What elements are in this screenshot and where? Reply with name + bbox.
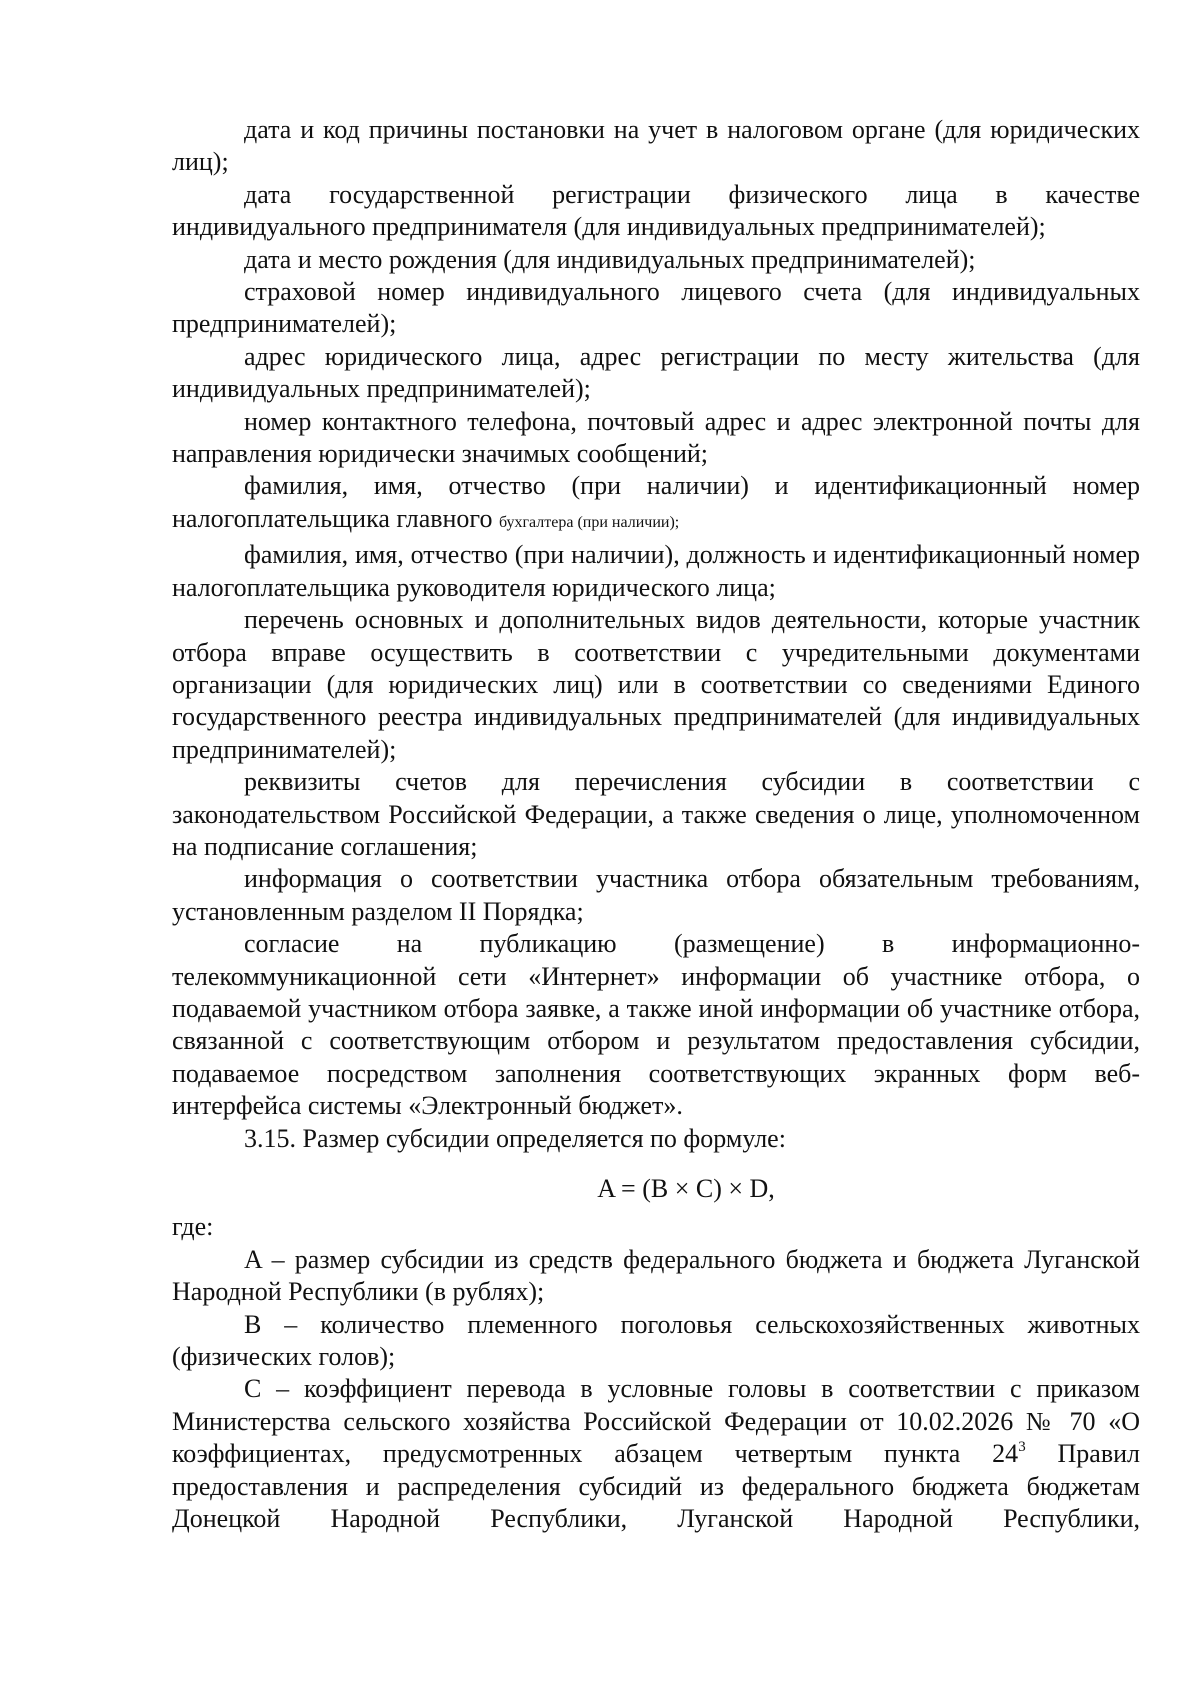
definition-c-superscript: 3 bbox=[1018, 1438, 1026, 1455]
subsidy-formula: A = (B × C) × D, bbox=[597, 1174, 775, 1203]
paragraph-contacts: номер контактного телефона, почтовый адрес и адрес электронной почты для направления юридически значимых сообщений; bbox=[172, 406, 1140, 469]
paragraph-requirements: информация о соответствии участника отбора обязательным требованиям, установленным разделом II Порядка; bbox=[172, 864, 1140, 926]
definition-c-text: C – коэффициент перевода в условные головы в соответствии с приказом Министерства сельского хозяйства Российской Федерации от 10.02.2026 № 70 «О коэффициентах, предусмотренных абзацем четвертым пункта 24 bbox=[172, 1374, 1140, 1469]
document-body bbox=[172, 114, 1140, 1535]
paragraph-director: фамилия, имя, отчество (при наличии), должность и идентификационный номер налогоплательщика руководителя юридического лица; bbox=[172, 540, 1140, 602]
where-label: где: bbox=[172, 1212, 214, 1242]
paragraph-formula-intro: 3.15. Размер субсидии определяется по формуле: bbox=[244, 1123, 786, 1153]
paragraph-address: адрес юридического лица, адрес регистрации по месту жительства (для индивидуальных предпринимателей); bbox=[172, 341, 1140, 404]
definition-c bbox=[172, 1373, 1140, 1535]
definition-c-continuation: Правил предоставления и распределения субсидий из федерального бюджета бюджетам Донецкой Народной Республики, Луганской Народной Республики, bbox=[172, 1439, 1141, 1534]
chief-accountant-small-text: бухгалтера (при наличии); bbox=[498, 513, 680, 531]
chief-accountant-main-text: фамилия, имя, отчество (при наличии) и идентификационный номер налогоплательщика главного bbox=[172, 471, 1140, 533]
definition-b: B – количество племенного поголовья сельскохозяйственных животных (физических голов); bbox=[172, 1309, 1140, 1372]
paragraph-bank-details: реквизиты счетов для перечисления субсидии в соответствии с законодательством Российской Федерации, а также сведения о лице, уполномоченном на подписание соглашения; bbox=[172, 767, 1140, 861]
paragraph-activities: перечень основных и дополнительных видов деятельности, которые участник отбора вправе осуществить в соответствии с учредительными документами организации (для юридических лиц) или в соответствии со сведениями Единого государственного реестра индивидуальных предпринимателей (для индивидуальных предпринимателей); bbox=[172, 605, 1140, 764]
definition-a: A – размер субсидии из средств федерального бюджета и бюджета Луганской Народной Республики (в рублях); bbox=[172, 1244, 1140, 1307]
paragraph-consent: согласие на публикацию (размещение) в информационно-телекоммуникационной сети «Интернет» информации об участнике отбора, о подаваемой участником отбора заявке, а также иной информации об участнике отбора, связанной с соответствующим отбором и результатом предоставления субсидии, подаваемое посредством заполнения соответствующих экранных форм веб-интерфейса системы «Электронный бюджет». bbox=[172, 929, 1140, 1121]
paragraph-birth-date: дата и место рождения (для индивидуальных предпринимателей); bbox=[244, 244, 976, 274]
paragraph-chief-accountant bbox=[172, 470, 1140, 539]
paragraph-tax-registration: дата и код причины постановки на учет в налоговом органе (для юридических лиц); bbox=[172, 115, 1140, 177]
paragraph-insurance-number: страховой номер индивидуального лицевого счета (для индивидуальных предпринимателей); bbox=[172, 277, 1140, 339]
paragraph-state-registration: дата государственной регистрации физического лица в качестве индивидуального предпринимателя (для индивидуальных предпринимателей); bbox=[172, 179, 1140, 242]
